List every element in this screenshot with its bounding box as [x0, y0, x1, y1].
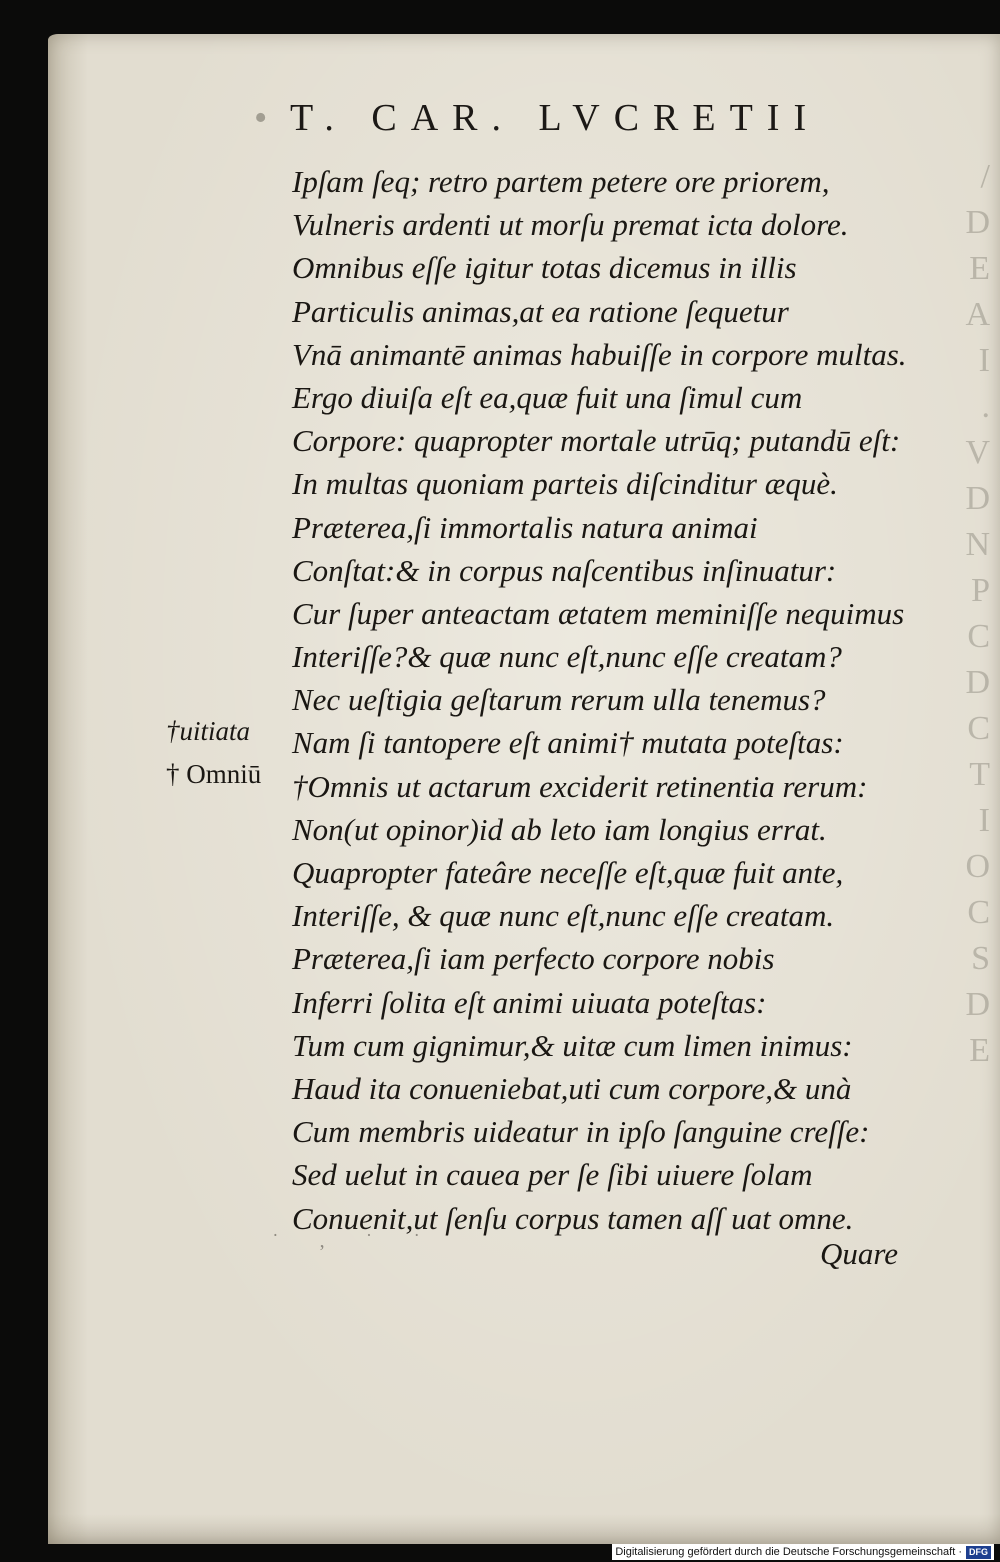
margin-note: †uitiata [166, 716, 251, 746]
verse-line: Ipſam ſeq; retro partem petere ore priorem, [292, 164, 830, 199]
verse-line: Præterea,ſi immortalis natura animai [292, 509, 758, 545]
verse-line: Omnibus eſſe igitur totas dicemus in illis [292, 250, 797, 286]
margin-notes [166, 710, 261, 796]
dfg-logo: DFG [966, 1546, 991, 1559]
verse-line: Conſtat:& in corpus naſcentibus inſinuatur: [292, 552, 837, 588]
verse-line: Præterea,ſi iam perfecto corpore nobis [292, 941, 775, 977]
catchword: Quare [820, 1236, 899, 1271]
running-head [254, 96, 821, 140]
running-head-ornament: • [254, 97, 268, 139]
verse-line: Corpore: quapropter mortale utrūq; putandū eſt: [292, 423, 901, 459]
verse-line: Sed uelut in cauea per ſe ſibi uiuere ſolam [292, 1157, 813, 1193]
footer-text: Digitalisierung gefördert durch die Deutsche Forschungsgemeinschaft · [615, 1546, 962, 1558]
verse-line: Haud ita conueniebat,uti cum corpore,& unà [292, 1070, 852, 1106]
ink-smudge: ˙ , ˙ ˙ [272, 1230, 438, 1252]
verse-line: Vulneris ardenti ut morſu premat icta dolore. [292, 207, 849, 243]
verse-block [292, 160, 952, 1240]
verse-line: Interiſſe, & quæ nunc eſt,nunc eſſe creatam. [292, 898, 835, 934]
verse-line: Quapropter fateâre neceſſe eſt,quæ fuit ante, [292, 855, 844, 890]
verse-line: Interiſſe?& quæ nunc eſt,nunc eſſe creatam? [292, 639, 842, 675]
verse-line: Non(ut opinor)id ab leto iam longius errat. [292, 811, 827, 847]
verse-line: Tum cum gignimur,& uitæ cum limen inimus: [292, 1027, 853, 1063]
verse-line: In multas quoniam parteis diſcinditur æquè. [292, 466, 838, 502]
verse-line: Cum membris uideatur in ipſo ſanguine creſſe: [292, 1114, 870, 1150]
verse-line: Vnā animantē animas habuiſſe in corpore multas. [292, 336, 907, 372]
verse-line: Nec ueſtigia geſtarum rerum ulla tenemus? [292, 682, 826, 718]
verse-line: Nam ſi tantopere eſt animi† mutata poteſtas: [292, 725, 844, 761]
verse-line: †Omnis ut actarum exciderit retinentia rerum: [292, 768, 868, 804]
verse-line: Ergo diuiſa eſt ea,quæ fuit una ſimul cum [292, 379, 803, 415]
show-through-text: / D E A I . V D N P C D C T I O C S D E [965, 158, 990, 1069]
verse-line: Conuenit,ut ſenſu corpus tamen aſſ uat omne. [292, 1200, 854, 1236]
running-head-text: T. CAR. LVCRETII [290, 97, 821, 139]
verse-line: Cur ſuper anteactam ætatem meminiſſe nequimus [292, 595, 905, 631]
verse-line: Inferri ſolita eſt animi uiuata poteſtas: [292, 984, 767, 1020]
footer-credit [612, 1544, 994, 1560]
verse-line: Particulis animas,at ea ratione ſequetur [292, 293, 789, 329]
margin-note: † Omniū [166, 759, 262, 790]
